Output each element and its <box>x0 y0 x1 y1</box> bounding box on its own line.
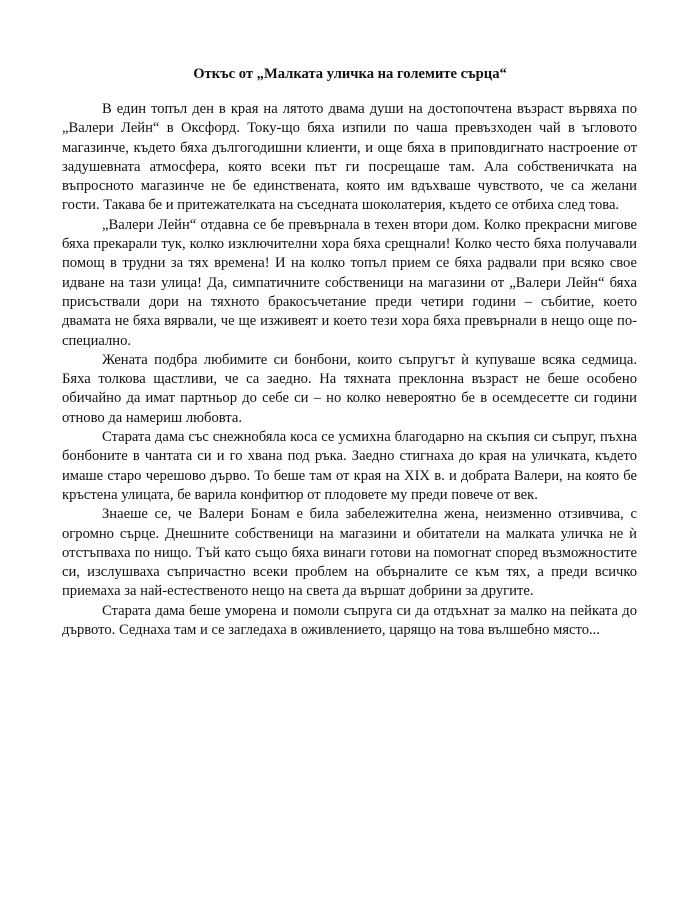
paragraph-5: Знаеше се, че Валери Бонам е била забележителна жена, неизменно отзивчива, с огромно сърце. Днешните собственици на магазини и обитатели на малката уличка не ѝ отстъпваха по нищо. Тъй като също бяха винаги готови на помогнат според възможностите си, изслушваха съпричастно всеки проблем на обърналите се към тях, а преди всичко приемаха за най-естественото нещо на света да вършат добрини за другите. <box>62 506 637 600</box>
paragraph-2: „Валери Лейн“ отдавна се бе превърнала в техен втори дом. Колко прекрасни мигове бяха прекарали тук, колко изключителни хора бяха срещнали! Колко често бяха получавали помощ в трудни за тях времена! И на колко топъл прием се бяха радвали при всяко свое идване на тази улица! Да, симпатичните собственици на магазини от „Валери Лейн“ бяха присъствали дори на тяхното бракосъчетание преди четири години – събитие, което двамата не бяха вярвали, че ще изживеят и което тези хора бяха превърнали в нещо още по-специално. <box>62 216 637 349</box>
paragraph-1: В един топъл ден в края на лятото двама души на достопочтена възраст вървяха по „Валери Лейн“ в Оксфорд. Току-що бяха изпили по чаша превъзходен чай в ъгловото магазинче, където бяха дългогодишни клиенти, и още бяха в приповдигнато настроение от задушевната атмосфера, която всеки път ги посрещаше там. Ала собственичката на въпросното магазинче не бе единствената, която им вдъхваше чувството, че са желани гости. Такава бе и притежателката на съседната шоколатерия, където се отбиха след това. <box>62 101 637 214</box>
paragraph-6: Старата дама беше уморена и помоли съпруга си да отдъхнат за малко на пейката до дървото. Седнаха там и се загледаха в оживлението, царящо на това вълшебно място... <box>62 602 637 639</box>
paragraph-4: Старата дама със снежнобяла коса се усмихна благодарно на скъпия си съпруг, пъхна бонбоните в чантата си и го хвана под ръка. Заедно стигнаха до края на уличката, където имаше старо черешово дърво. То беше там от края на XIX в. и добрата Валери, на която бе кръстена улицата, бе варила конфитюр от плодовете му преди повече от век. <box>62 429 637 503</box>
paragraph-3: Жената подбра любимите си бонбони, които съпругът ѝ купуваше всяка седмица. Бяха толкова щастливи, че са заедно. На тяхната преклонна възраст не беше особено обичайно да имат партньор до себе си – но колко невероятно бе в осемдесетте си години отново да намериш любовта. <box>62 351 637 426</box>
document-title: Откъс от „Малката уличка на големите сърца“ <box>193 66 507 82</box>
document-body <box>62 100 637 640</box>
